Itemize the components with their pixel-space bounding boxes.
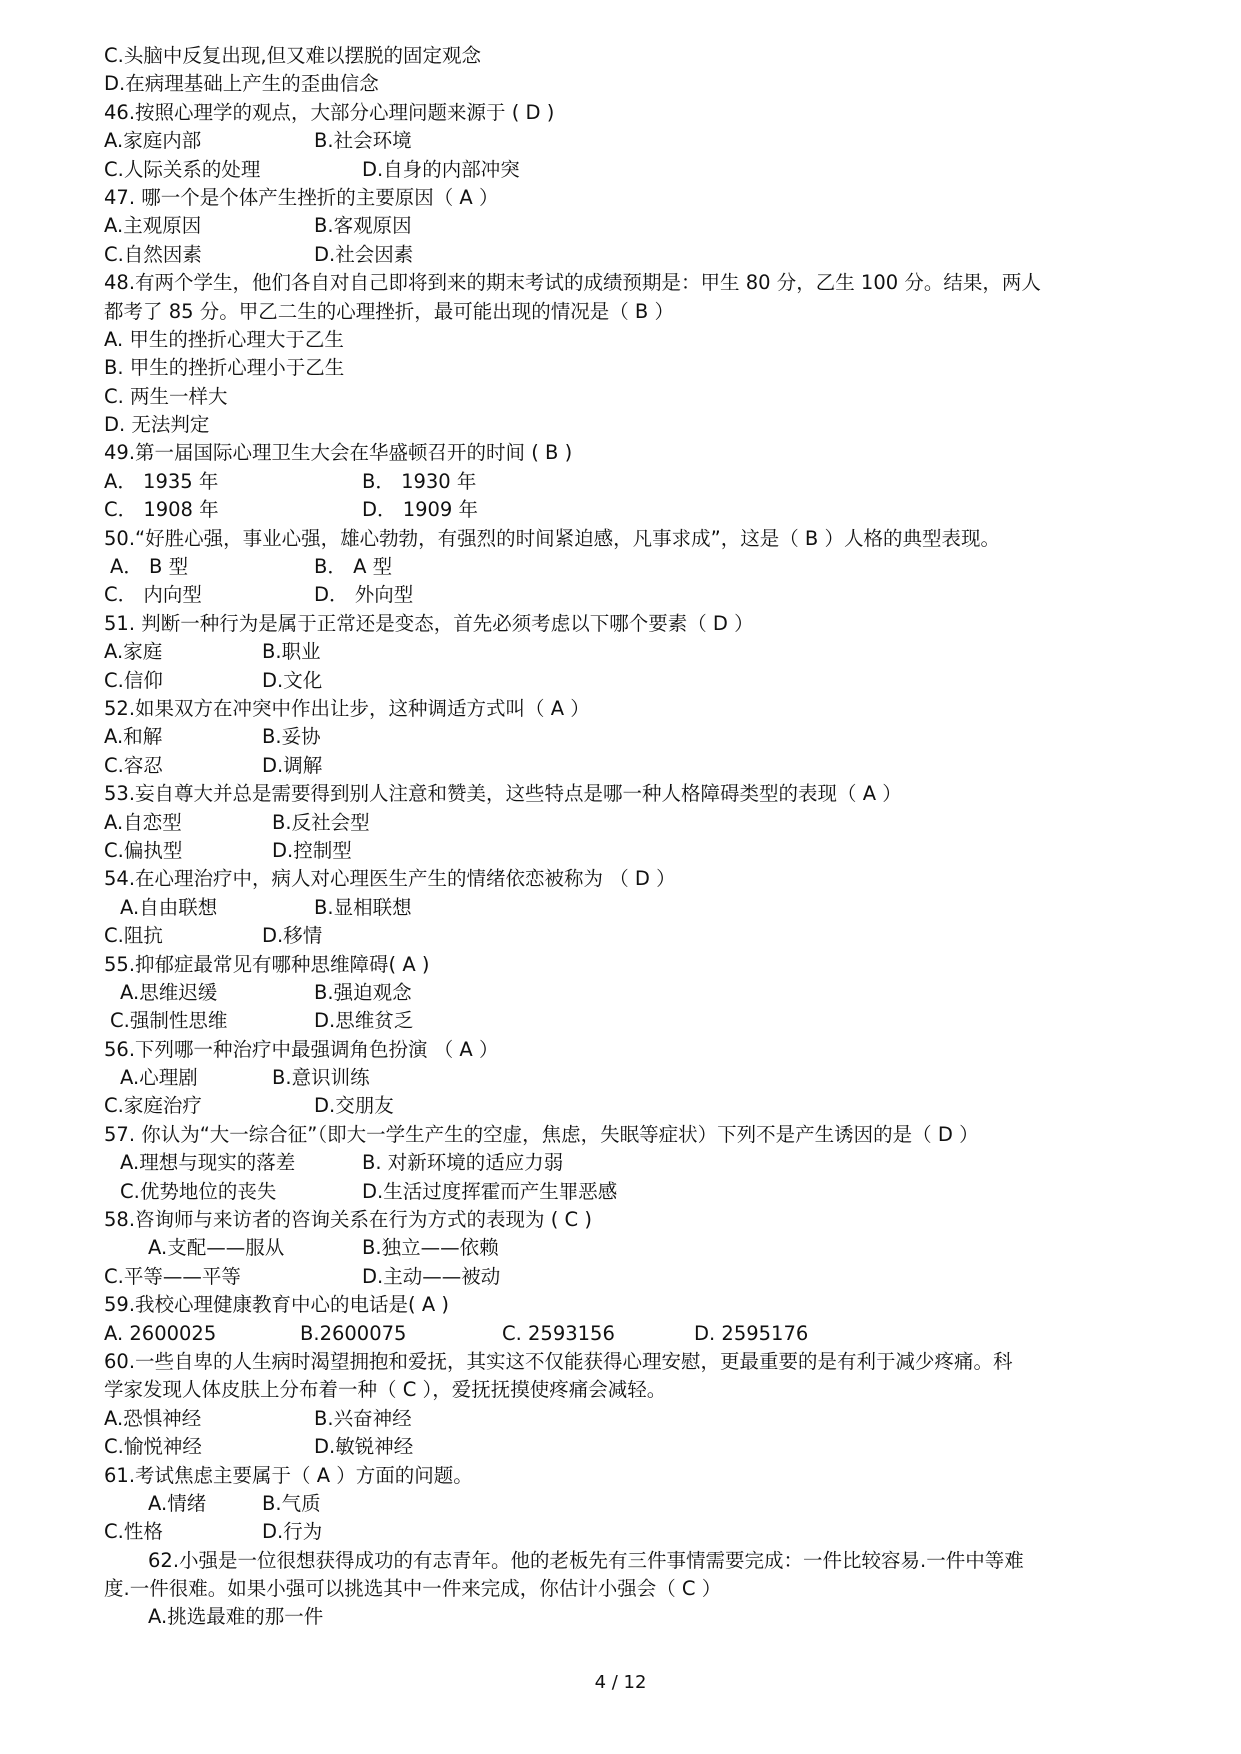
option-text: A.情绪 — [148, 1491, 207, 1515]
text-line — [104, 1575, 1144, 1603]
text-line — [104, 695, 1144, 723]
text-line — [104, 439, 1144, 467]
text-line — [104, 1376, 1144, 1404]
option-text: A.和解 — [104, 725, 163, 749]
option-line — [104, 1178, 1144, 1206]
text-line — [104, 42, 1144, 70]
option-text: D.自身的内部冲突 — [362, 157, 520, 181]
option-text: B. 对新环境的适应力弱 — [362, 1151, 564, 1175]
line-text: 59.我校心理健康教育中心的电话是( A ) — [104, 1293, 449, 1317]
option-text: A.理想与现实的落差 — [120, 1151, 296, 1175]
line-text: 50.“好胜心强，事业心强，雄心勃勃，有强烈的时间紧迫感，凡事求成”，这是（ B ）人格的典型表现。 — [104, 526, 1000, 550]
text-line — [104, 383, 1144, 411]
text-line — [104, 298, 1144, 326]
text-line — [104, 1121, 1144, 1149]
text-line — [104, 525, 1144, 553]
line-text: 54.在心理治疗中，病人对心理医生产生的情绪依恋被称为 （ D ） — [104, 867, 676, 891]
option-text: C.家庭治疗 — [104, 1094, 202, 1118]
option-text: C.偏执型 — [104, 838, 183, 862]
option-text: B.反社会型 — [272, 810, 370, 834]
option-text: B.职业 — [262, 640, 321, 664]
option-text: C． 内向型 — [104, 583, 202, 607]
text-line — [104, 1291, 1144, 1319]
option-text: C.自然因素 — [104, 242, 202, 266]
line-text: B. 甲生的挫折心理小于乙生 — [104, 356, 345, 380]
option-text: A.心理剧 — [120, 1066, 198, 1090]
option-line — [104, 241, 1144, 269]
text-line — [104, 780, 1144, 808]
option-text: C.优势地位的丧失 — [120, 1179, 277, 1203]
option-line — [104, 1320, 1144, 1348]
line-text: A. 甲生的挫折心理大于乙生 — [104, 327, 344, 351]
option-text: C.信仰 — [104, 668, 163, 692]
option-text: C． 1908 年 — [104, 498, 219, 522]
line-text: 56.下列哪一种治疗中最强调角色扮演 （ A ） — [104, 1037, 499, 1061]
text-line — [104, 1547, 1144, 1575]
option-text: D． 1909 年 — [362, 498, 479, 522]
line-text: A.挑选最难的那一件 — [148, 1605, 324, 1629]
option-line — [104, 1064, 1144, 1092]
option-line — [104, 1518, 1144, 1546]
option-text: C.愉悦神经 — [104, 1435, 202, 1459]
option-text: A． 1935 年 — [104, 469, 219, 493]
option-line — [104, 1092, 1144, 1120]
option-text: C.性格 — [104, 1520, 163, 1544]
line-text: D.在病理基础上产生的歪曲信念 — [104, 72, 379, 96]
option-line — [104, 723, 1144, 751]
option-text: B.妥协 — [262, 725, 321, 749]
option-text: D.移情 — [262, 924, 323, 948]
line-text: D. 无法判定 — [104, 413, 210, 437]
option-line — [104, 979, 1144, 1007]
option-text: B.2600075 — [300, 1321, 407, 1345]
option-text: C.平等——平等 — [104, 1264, 241, 1288]
question-list — [104, 42, 1144, 1632]
option-text: D.主动——被动 — [362, 1264, 501, 1288]
option-line — [104, 1433, 1144, 1461]
option-text: D.敏锐神经 — [314, 1435, 414, 1459]
text-line — [104, 610, 1144, 638]
option-text: C. 2593156 — [502, 1321, 615, 1345]
option-line — [104, 496, 1144, 524]
option-text: D.控制型 — [272, 838, 352, 862]
line-text: C. 两生一样大 — [104, 384, 228, 408]
page-number: 4 / 12 — [594, 1672, 647, 1693]
option-text: A． B 型 — [110, 555, 189, 579]
option-text: D.行为 — [262, 1520, 323, 1544]
option-text: B． A 型 — [314, 555, 393, 579]
option-line — [104, 553, 1144, 581]
option-text: A.家庭内部 — [104, 129, 202, 153]
option-line — [104, 894, 1144, 922]
line-text: 48.有两个学生，他们各自对自己即将到来的期末考试的成绩预期是：甲生 80 分，乙生 100 分。结果，两人 — [104, 271, 1041, 295]
option-text: D.社会因素 — [314, 242, 414, 266]
line-text: 49.第一届国际心理卫生大会在华盛顿召开的时间 ( B ) — [104, 441, 573, 465]
option-line — [104, 212, 1144, 240]
line-text: 46.按照心理学的观点，大部分心理问题来源于 ( D ) — [104, 100, 555, 124]
line-text: 62.小强是一位很想获得成功的有志青年。他的老板先有三件事情需要完成：一件比较容易.一件中等难 — [148, 1548, 1024, 1572]
option-text: C.人际关系的处理 — [104, 157, 261, 181]
option-text: A.主观原因 — [104, 214, 202, 238]
option-text: B． 1930 年 — [362, 469, 477, 493]
option-text: B.独立——依赖 — [362, 1236, 499, 1260]
line-text: 52.如果双方在冲突中作出让步，这种调适方式叫（ A ） — [104, 696, 590, 720]
line-text: 57. 你认为“大一综合征”（即大一学生产生的空虚，焦虑，失眠等症状）下列不是产生诱因的是（ D ） — [104, 1122, 979, 1146]
text-line — [104, 1348, 1144, 1376]
option-line — [104, 1007, 1144, 1035]
line-text: 都考了 85 分。甲乙二生的心理挫折，最可能出现的情况是（ B ） — [104, 299, 674, 323]
option-text: D.交朋友 — [314, 1094, 394, 1118]
option-line — [104, 1149, 1144, 1177]
option-text: B.显相联想 — [314, 895, 412, 919]
option-text: A.家庭 — [104, 640, 163, 664]
option-line — [104, 156, 1144, 184]
option-line — [104, 1490, 1144, 1518]
line-text: C.头脑中反复出现,但又难以摆脱的固定观念 — [104, 44, 482, 67]
option-text: A.支配——服从 — [148, 1236, 285, 1260]
option-text: A.自由联想 — [120, 895, 218, 919]
option-text: A.自恋型 — [104, 810, 182, 834]
option-text: C.阻抗 — [104, 924, 163, 948]
option-text: B.兴奋神经 — [314, 1406, 412, 1430]
text-line — [104, 326, 1144, 354]
option-text: D.生活过度挥霍而产生罪恶感 — [362, 1179, 618, 1203]
option-text: D.思维贫乏 — [314, 1009, 414, 1033]
option-text: D. 2595176 — [694, 1321, 809, 1345]
line-text: 53.妄自尊大并总是需要得到别人注意和赞美，这些特点是哪一种人格障碍类型的表现（ A ） — [104, 782, 902, 806]
text-line — [104, 99, 1144, 127]
line-text: 58.咨询师与来访者的咨询关系在行为方式的表现为 ( C ) — [104, 1208, 592, 1232]
option-text: B.气质 — [262, 1491, 321, 1515]
line-text: 51. 判断一种行为是属于正常还是变态，首先必须考虑以下哪个要素（ D ） — [104, 611, 754, 635]
text-line — [104, 184, 1144, 212]
line-text: 学家发现人体皮肤上分布着一种（ C ），爱抚抚摸使疼痛会减轻。 — [104, 1378, 667, 1402]
option-text: D． 外向型 — [314, 583, 414, 607]
option-line — [104, 638, 1144, 666]
text-line — [104, 865, 1144, 893]
option-text: A.恐惧神经 — [104, 1406, 202, 1430]
text-line — [104, 70, 1144, 98]
line-text: 55.抑郁症最常见有哪种思维障碍( A ) — [104, 952, 430, 976]
option-text: D.文化 — [262, 668, 323, 692]
text-line — [104, 269, 1144, 297]
option-text: C.强制性思维 — [110, 1009, 228, 1033]
line-text: 61.考试焦虑主要属于（ A ）方面的问题。 — [104, 1463, 473, 1487]
option-line — [104, 837, 1144, 865]
option-line — [104, 667, 1144, 695]
text-line — [104, 1603, 1144, 1631]
option-line — [104, 581, 1144, 609]
option-line — [104, 127, 1144, 155]
option-text: B.意识训练 — [272, 1066, 370, 1090]
option-line — [104, 922, 1144, 950]
option-text: A.思维迟缓 — [120, 980, 218, 1004]
option-line — [104, 809, 1144, 837]
option-text: B.社会环境 — [314, 129, 412, 153]
text-line — [104, 1462, 1144, 1490]
text-line — [104, 1036, 1144, 1064]
text-line — [104, 411, 1144, 439]
option-text: C.容忍 — [104, 753, 163, 777]
option-line — [104, 752, 1144, 780]
option-line — [104, 468, 1144, 496]
option-text: A. 2600025 — [104, 1321, 217, 1345]
option-text: D.调解 — [262, 753, 323, 777]
text-line — [104, 354, 1144, 382]
text-line — [104, 1206, 1144, 1234]
line-text: 60.一些自卑的人生病时渴望拥抱和爱抚，其实这不仅能获得心理安慰，更最重要的是有利于减少疼痛。科 — [104, 1349, 1013, 1373]
option-line — [104, 1234, 1144, 1262]
option-text: B.客观原因 — [314, 214, 412, 238]
text-line — [104, 951, 1144, 979]
option-line — [104, 1405, 1144, 1433]
option-text: B.强迫观念 — [314, 980, 412, 1004]
line-text: 47. 哪一个是个体产生挫折的主要原因（ A ） — [104, 185, 499, 209]
option-line — [104, 1263, 1144, 1291]
line-text: 度.一件很难。如果小强可以挑选其中一件来完成，你估计小强会（ C ） — [104, 1577, 722, 1601]
